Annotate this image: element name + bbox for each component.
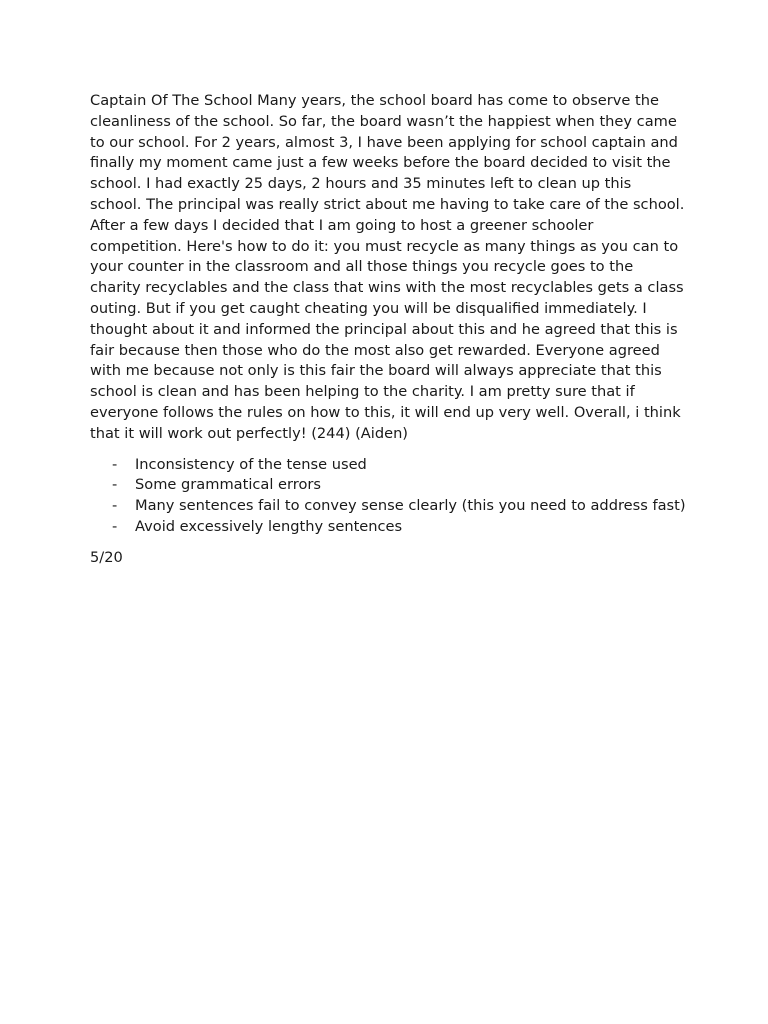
feedback-item [90, 475, 686, 496]
document-body [90, 91, 686, 569]
bullet-dash: - [112, 497, 118, 515]
feedback-list [90, 455, 686, 538]
bullet-dash: - [112, 455, 118, 473]
feedback-item [90, 496, 686, 517]
feedback-item [90, 455, 686, 476]
bullet-dash: - [112, 517, 118, 535]
feedback-text: Inconsistency of the tense used [135, 455, 367, 473]
essay-paragraph: Captain Of The School Many years, the school board has come to observe the cleanliness of the school. So far, the board wasn’t the happiest when they came to our school. For 2 years, almost 3, I have been applying for school captain and finally my moment came just a few weeks before the board decided to visit the school. I had exactly 25 days, 2 hours and 35 minutes left to clean up this school. The principal was really strict about me having to take care of the school. After a few days I decided that I am going to host a greener schooler competition. Here's how to do it: you must recycle as many things as you can to your counter in the classroom and all those things you recycle goes to the charity recyclables and the class that wins with the most recyclables gets a class outing. But if you get caught cheating you will be disqualified immediately. I thought about it and informed the principal about this and he agreed that this is fair because then those who do the most also get rewarded. Everyone agreed with me because not only is this fair the board will always appreciate that this school is clean and has been helping to the charity. I am pretty sure that if everyone follows the rules on how to this, it will end up very well. Overall, i think that it will work out perfectly! (244) (Aiden) [90, 92, 685, 442]
feedback-text: Some grammatical errors [135, 476, 321, 494]
bullet-dash: - [112, 476, 118, 494]
feedback-item [90, 517, 686, 538]
feedback-text: Many sentences fail to convey sense clearly (this you need to address fast) [135, 497, 686, 515]
feedback-text: Avoid excessively lengthy sentences [135, 517, 403, 535]
score: 5/20 [90, 548, 123, 566]
